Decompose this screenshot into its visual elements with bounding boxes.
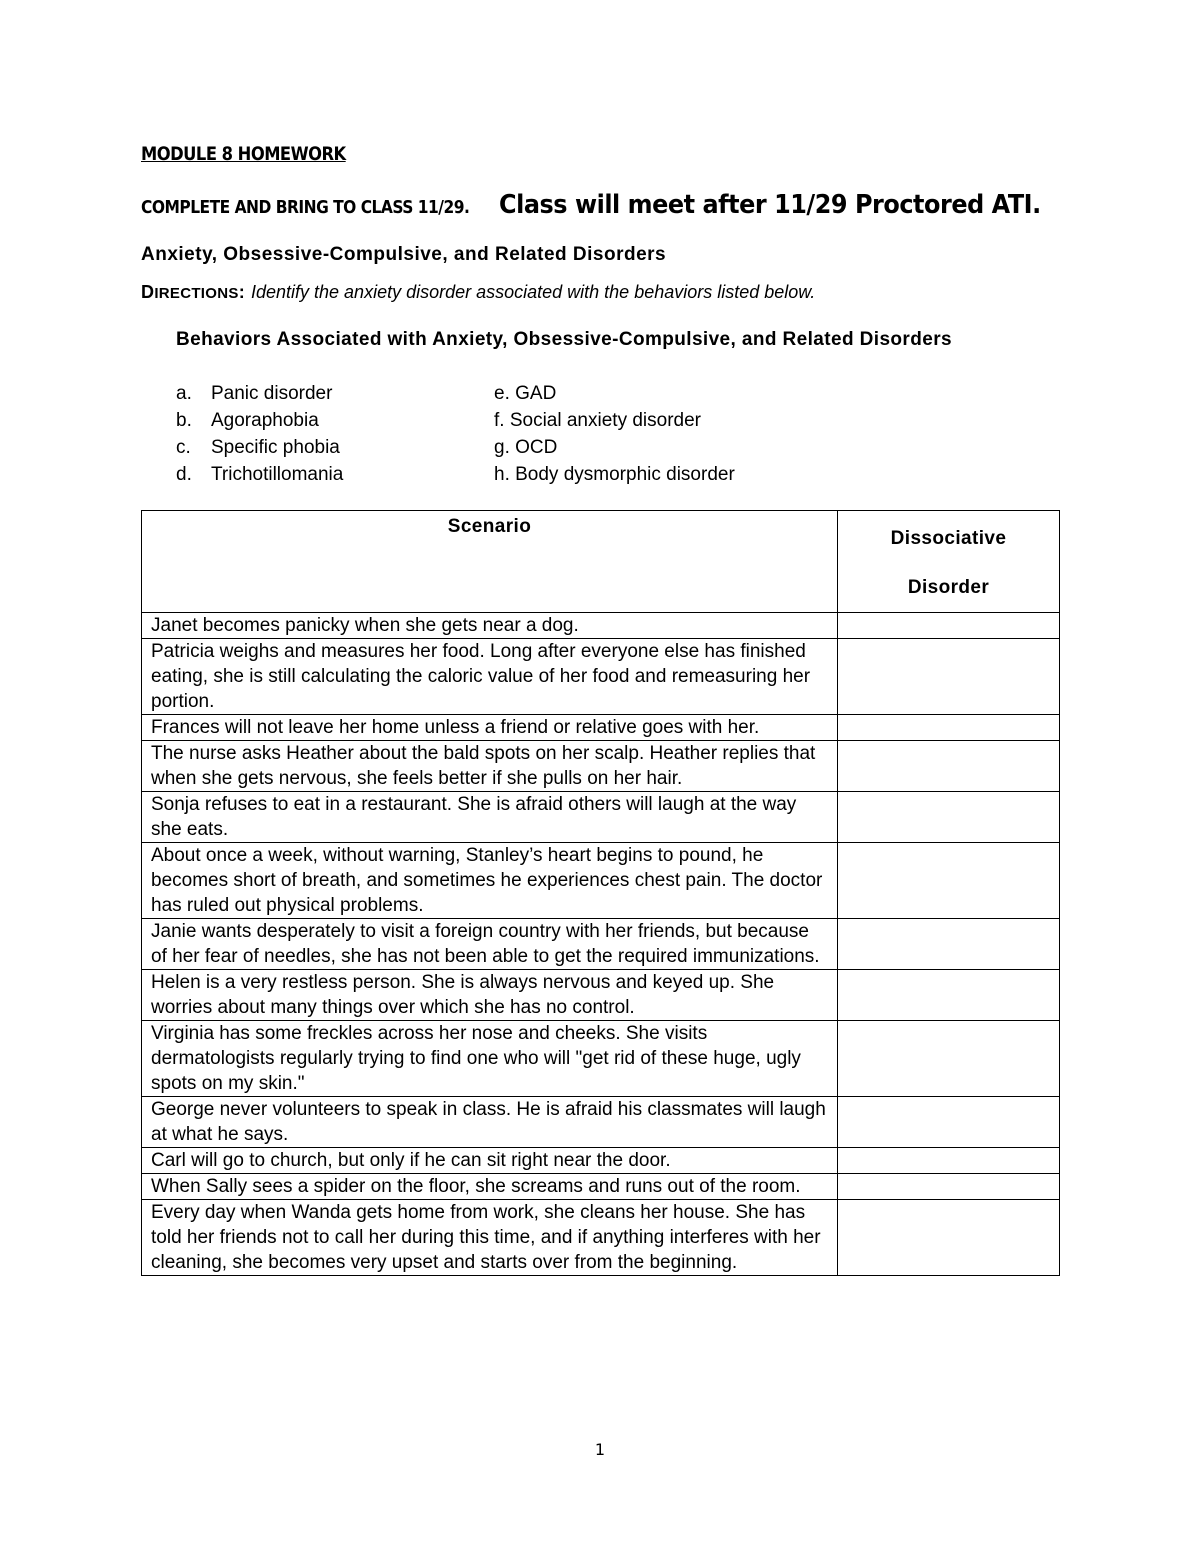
option-label: Trichotillomania [211,464,344,485]
options-right [494,380,735,488]
table-row [142,1200,1060,1276]
option-letter: a. [176,383,192,404]
table-row [142,1148,1060,1174]
table-row [142,792,1060,843]
table-header-row [142,511,1060,613]
directions-label [141,282,245,302]
option-b [176,407,343,434]
scenario-cell: Carl will go to church, but only if he can sit right near the door. [142,1148,838,1174]
directions-text: Identify the anxiety disorder associated with the behaviors listed below. [250,282,816,302]
option-h: h. Body dysmorphic disorder [494,464,735,485]
option-letter: c. [176,437,191,458]
disorder-column-header [838,511,1060,613]
module-title: MODULE 8 HOMEWORK [141,143,346,165]
instruction-line [141,190,1088,220]
table-row [142,639,1060,715]
answer-cell[interactable] [838,919,1060,970]
scenario-table [141,510,1060,1276]
disorder-header-line1: Dissociative [890,528,1007,549]
option-g: g. OCD [494,437,558,458]
answer-cell[interactable] [838,1200,1060,1276]
scenario-cell: Every day when Wanda gets home from work, she cleans her house. She has told her friends not to call her during this time, and if anything interferes with her cleaning, she becomes very upset and starts over from the beginning. [142,1200,838,1276]
directions-label-first: D [141,282,155,302]
answer-cell[interactable] [838,715,1060,741]
answer-cell[interactable] [838,1021,1060,1097]
answer-cell[interactable] [838,613,1060,639]
behaviors-title: Behaviors Associated with Anxiety, Obsessive-Compulsive, and Related Disorders [176,329,952,350]
directions-label-rest: IRECTIONS [154,285,239,302]
scenario-cell: The nurse asks Heather about the bald spots on her scalp. Heather replies that when she gets nervous, she feels better if she pulls on her hair. [142,741,838,792]
instruction-big: Class will meet after 11/29 Proctored ATI. [499,190,1041,220]
option-letter: b. [176,410,192,431]
option-label: Panic disorder [211,383,333,404]
option-c [176,434,343,461]
table-row [142,1021,1060,1097]
table-row [142,1097,1060,1148]
table-row [142,919,1060,970]
option-label: Specific phobia [211,437,340,458]
answer-cell[interactable] [838,639,1060,715]
scenario-cell: Virginia has some freckles across her nose and cheeks. She visits dermatologists regularly trying to find one who will "get rid of these huge, ugly spots on my skin." [142,1021,838,1097]
page-number: 1 [594,1440,606,1459]
instruction-small: COMPLETE AND BRING TO CLASS 11/29. [141,197,470,218]
option-d [176,461,343,488]
directions [141,282,815,303]
scenario-cell: Patricia weighs and measures her food. Long after everyone else has finished eating, she is still calculating the caloric value of her food and remeasuring her portion. [142,639,838,715]
disorder-header-line2: Disorder [907,577,990,598]
table-row [142,1174,1060,1200]
scenario-cell: Janet becomes panicky when she gets near a dog. [142,613,838,639]
scenario-cell: When Sally sees a spider on the floor, she screams and runs out of the room. [142,1174,838,1200]
option-f: f. Social anxiety disorder [494,410,701,431]
scenario-cell: Sonja refuses to eat in a restaurant. She is afraid others will laugh at the way she eats. [142,792,838,843]
option-e: e. GAD [494,383,557,404]
table-row [142,843,1060,919]
answer-cell[interactable] [838,843,1060,919]
answer-cell[interactable] [838,1097,1060,1148]
scenario-cell: Helen is a very restless person. She is always nervous and keyed up. She worries about many things over which she has no control. [142,970,838,1021]
table-row [142,741,1060,792]
scenario-cell: George never volunteers to speak in class. He is afraid his classmates will laugh at what he says. [142,1097,838,1148]
answer-cell[interactable] [838,741,1060,792]
answer-cell[interactable] [838,1148,1060,1174]
table-row [142,715,1060,741]
answer-cell[interactable] [838,792,1060,843]
options-left [176,380,343,488]
scenario-cell: About once a week, without warning, Stanley’s heart begins to pound, he becomes short of breath, and sometimes he experiences chest pain. The doctor has ruled out physical problems. [142,843,838,919]
option-a [176,380,343,407]
table-row [142,970,1060,1021]
option-label: Agoraphobia [211,410,319,431]
section-title: Anxiety, Obsessive-Compulsive, and Related Disorders [141,244,667,265]
answer-cell[interactable] [838,1174,1060,1200]
directions-label-colon: : [238,282,245,302]
option-letter: d. [176,464,192,485]
answer-cell[interactable] [838,970,1060,1021]
scenario-column-header: Scenario [142,511,838,613]
scenario-cell: Frances will not leave her home unless a friend or relative goes with her. [142,715,838,741]
table-row [142,613,1060,639]
scenario-cell: Janie wants desperately to visit a foreign country with her friends, but because of her fear of needles, she has not been able to get the required immunizations. [142,919,838,970]
